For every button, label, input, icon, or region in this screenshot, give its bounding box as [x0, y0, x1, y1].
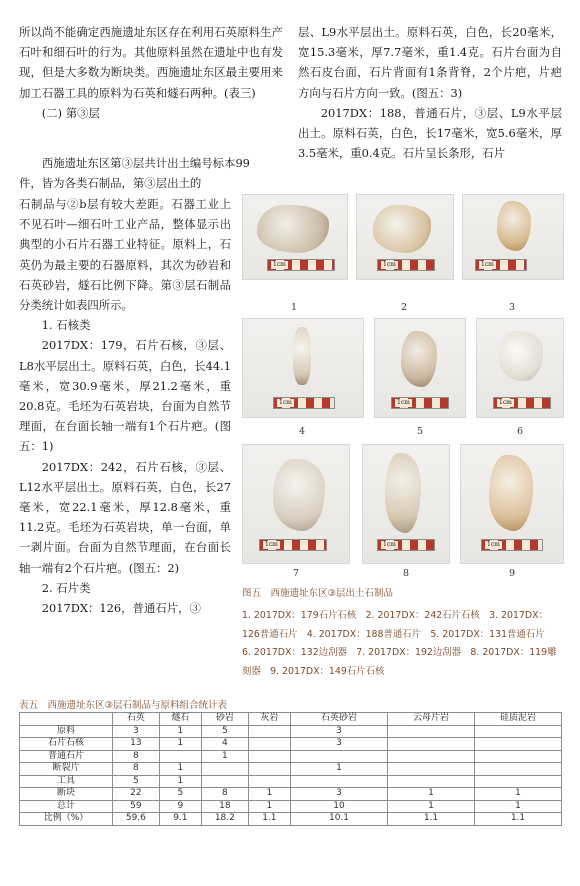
table-cell: 5 — [159, 788, 201, 801]
table-cell: 5 — [113, 775, 160, 788]
table-cell — [291, 775, 388, 788]
stone-9 — [489, 455, 533, 531]
table-row-header: 普通石片 — [20, 750, 113, 763]
table-cell — [248, 725, 290, 738]
stone-2 — [373, 205, 431, 253]
table-cell: 1.1 — [475, 813, 562, 826]
core-description-1: 2017DX：179，石片石核，③层、L8水平层出土。原料石英，白色，长44.1毫米，宽30.9毫米，厚21.2毫米，重20.8克。毛坯为石英岩块，台面为自然节理面，在台面长轴一端有1个石片疤。(图五：1) — [19, 338, 231, 454]
table-cell: 8 — [201, 788, 248, 801]
stone-8 — [385, 453, 421, 533]
section-body: 石制品与②b层有较大差距。石器工业上不见石叶—细石叶工业产品，整体显示出典型的小石片石器工业特征。原料上，石英仍为最主要的石器原料，其次为砂岩和石英砂岩，燧石比例下降。第③层石制品分类统计如表四所示。 — [19, 197, 231, 313]
figure-caption-body: 1. 2017DX：179石片石核 2. 2017DX：242石片石核 3. 2017DX：126普通石片 4. 2017DX：188普通石片 5. 2017DX：131普通石片 6. 2017DX：132边刮器 7. 2017DX：192边刮器 8. 2017DX：119雕刻器 9. 2017DX：149石片石核 — [242, 610, 557, 677]
table-cell: 1 — [248, 788, 290, 801]
table-cell: 18.2 — [201, 813, 248, 826]
photo-4 — [242, 318, 364, 418]
photo-number-9: 9 — [508, 568, 516, 579]
scale-bar-9: 1cm — [481, 539, 543, 551]
table-header-cell: 燧石 — [159, 713, 201, 726]
photo-6 — [476, 318, 564, 418]
stats-table — [19, 712, 562, 826]
table-cell — [475, 725, 562, 738]
table-header-cell — [20, 713, 113, 726]
figure-stone-artifacts — [242, 194, 562, 594]
figure-caption-title: 图五 西施遗址东区③层出土石制品 — [242, 588, 394, 599]
table-cell: 59 — [113, 800, 160, 813]
table-cell: 1 — [201, 750, 248, 763]
table-cell: 18 — [201, 800, 248, 813]
table-row — [20, 800, 562, 813]
subsection-heading-flakes: 2. 石片类 — [41, 580, 91, 595]
stone-6 — [499, 331, 543, 381]
table-row — [20, 775, 562, 788]
scale-bar-2: 1cm — [377, 259, 435, 271]
table-cell: 1 — [388, 788, 475, 801]
table-cell: 9.1 — [159, 813, 201, 826]
figure-caption — [242, 585, 562, 681]
stone-3 — [497, 201, 531, 251]
flake-description-cont: 层、L9水平层出土。原料石英，白色，长20毫米，宽15.3毫米，厚7.7毫米，重1.4克。石片台面为自然石皮台面，石片背面有1条背脊，2个片疤，片疤方向与石片方向一致。(图五：3) — [298, 25, 562, 100]
table-header-cell: 云母片岩 — [388, 713, 475, 726]
table-cell — [475, 750, 562, 763]
table-cell: 1 — [159, 725, 201, 738]
photo-number-8: 8 — [402, 568, 410, 579]
table-cell: 1 — [159, 763, 201, 776]
table-cell — [291, 750, 388, 763]
scale-bar-1: 1cm — [267, 259, 335, 271]
table-cell: 4 — [201, 738, 248, 751]
table-cell: 1 — [475, 800, 562, 813]
table-cell: 1 — [159, 775, 201, 788]
table-cell: 10 — [291, 800, 388, 813]
left-narrow-column — [19, 194, 231, 618]
table-cell: 1.1 — [248, 813, 290, 826]
table-row-header: 断块 — [20, 788, 113, 801]
right-column — [298, 22, 562, 163]
photo-number-7: 7 — [292, 568, 300, 579]
table-cell: 8 — [113, 763, 160, 776]
table-cell — [248, 738, 290, 751]
scale-bar-5: 1cm — [391, 397, 449, 409]
table-cell — [475, 775, 562, 788]
table-cell: 3 — [113, 725, 160, 738]
table-row-header: 比例（%） — [20, 813, 113, 826]
table-cell — [201, 775, 248, 788]
flake-description-2: 2017DX：188，普通石片，③层、L9水平层出土。原料石英，白色，长17毫米，宽5.6毫米，厚3.5毫米，重0.4克。石片呈长条形，石片 — [298, 105, 562, 161]
table-cell — [475, 738, 562, 751]
table-row — [20, 788, 562, 801]
stone-7 — [273, 459, 325, 531]
photo-9 — [460, 444, 564, 564]
stone-1 — [257, 205, 329, 253]
scale-bar-7: 1cm — [259, 539, 327, 551]
table-cell — [388, 725, 475, 738]
photo-number-2: 2 — [400, 302, 408, 313]
table-cell: 13 — [113, 738, 160, 751]
stone-5 — [401, 331, 437, 387]
table-cell: 1.1 — [388, 813, 475, 826]
scale-bar-6: 1cm — [493, 397, 551, 409]
table-cell: 3 — [291, 788, 388, 801]
table-row — [20, 738, 562, 751]
photo-3 — [462, 194, 564, 280]
table-cell — [159, 750, 201, 763]
table-cell: 1 — [388, 800, 475, 813]
section-line-2 — [19, 173, 289, 193]
table-cell: 3 — [291, 725, 388, 738]
section-line-1-text: 西施遗址东区第③层共计出土编号标本99 — [41, 156, 250, 170]
table-header-cell: 硅质泥岩 — [475, 713, 562, 726]
table-row — [20, 763, 562, 776]
section-line-2-text: 件，皆为各类石制品，第③层出土的 — [19, 176, 202, 190]
flake-description-start: 2017DX：126，普通石片，③ — [41, 601, 201, 616]
photo-2 — [356, 194, 454, 280]
table-row-header: 总计 — [20, 800, 113, 813]
table-cell: 10.1 — [291, 813, 388, 826]
photo-7 — [242, 444, 350, 564]
table-cell — [248, 775, 290, 788]
table-cell: 5 — [201, 725, 248, 738]
intro-paragraph: 所以尚不能确定西施遗址东区存在利用石英原料生产石叶和细石叶的行为。其他原料虽然在遗址中也有发现，但是大多数为断块类。西施遗址东区最主要用来加工石器工具的原料为石英和燧石两种。(表三) — [19, 25, 283, 100]
table-cell — [201, 763, 248, 776]
table-cell: 1 — [475, 788, 562, 801]
table-cell — [248, 750, 290, 763]
photo-1 — [242, 194, 348, 280]
table-cell — [388, 738, 475, 751]
photo-number-1: 1 — [290, 302, 298, 313]
photo-number-5: 5 — [416, 426, 424, 437]
table-cell: 59.6 — [113, 813, 160, 826]
table-cell — [388, 750, 475, 763]
photo-5 — [374, 318, 466, 418]
table-row — [20, 750, 562, 763]
core-description-2: 2017DX：242，石片石核，③层、L12水平层出土。原料石英，白色，长27毫米，宽22.1毫米，厚12.8毫米，重11.2克。毛坯为石英岩块，单一台面，单一剥片面。台面为自然节理面，在台面长轴一端有2个石片疤。(图五：2) — [19, 459, 231, 575]
table-header-cell: 灰岩 — [248, 713, 290, 726]
table-cell — [388, 775, 475, 788]
table-cell: 1 — [248, 800, 290, 813]
photo-number-6: 6 — [516, 426, 524, 437]
table-header-cell: 砂岩 — [201, 713, 248, 726]
table-header-row — [20, 713, 562, 726]
section-line-1 — [19, 153, 289, 173]
table-cell: 22 — [113, 788, 160, 801]
table-row-header: 断裂片 — [20, 763, 113, 776]
scale-bar-4: 1cm — [273, 397, 335, 409]
table-cell: 8 — [113, 750, 160, 763]
section-heading: (二) 第③层 — [41, 105, 100, 120]
table-row — [20, 813, 562, 826]
table-cell — [248, 763, 290, 776]
table-row-header: 原料 — [20, 725, 113, 738]
table-cell — [475, 763, 562, 776]
photo-number-4: 4 — [298, 426, 306, 437]
left-column — [19, 22, 283, 123]
table-header-cell: 石英 — [113, 713, 160, 726]
table-row-header: 工具 — [20, 775, 113, 788]
table-cell — [388, 763, 475, 776]
table-row — [20, 725, 562, 738]
photo-number-3: 3 — [508, 302, 516, 313]
table-header-cell: 石英砂岩 — [291, 713, 388, 726]
table-cell: 1 — [159, 738, 201, 751]
table-cell: 1 — [291, 763, 388, 776]
table-cell: 3 — [291, 738, 388, 751]
subsection-heading-cores: 1. 石核类 — [41, 318, 91, 333]
scale-bar-3: 1cm — [475, 259, 527, 271]
table-cell: 9 — [159, 800, 201, 813]
scale-bar-8: 1cm — [377, 539, 435, 551]
photo-8 — [362, 444, 450, 564]
table-row-header: 石片石核 — [20, 738, 113, 751]
table-title: 表五 西施遗址东区③层石制品与原料组合统计表 — [19, 700, 228, 711]
stone-4 — [293, 327, 311, 385]
